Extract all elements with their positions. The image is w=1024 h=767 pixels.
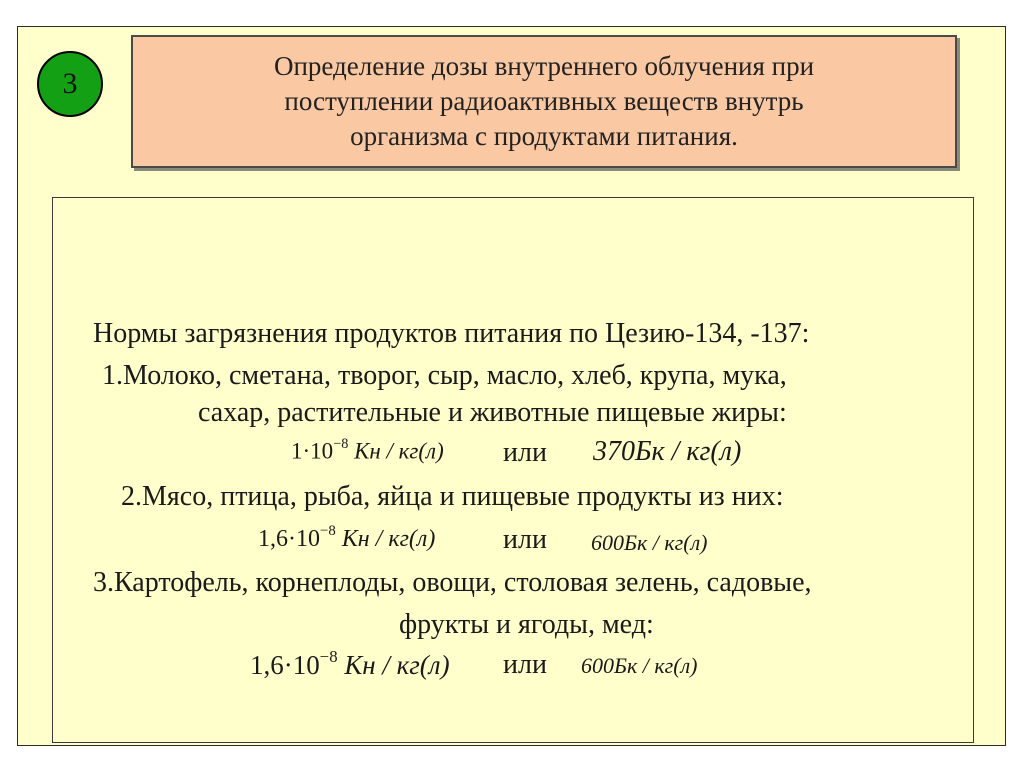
formula-2-coef: 1,6·10 bbox=[258, 526, 320, 552]
formula-3-ci bbox=[250, 646, 450, 681]
slide-number: 3 bbox=[62, 67, 78, 100]
title-line-1: Определение дозы внутреннего облучения при bbox=[273, 51, 815, 81]
item-3-line-2: фрукты и ягоды, мед: bbox=[399, 609, 654, 640]
formula-1-ci bbox=[291, 435, 444, 465]
formula-2-exp: −8 bbox=[320, 522, 336, 539]
formula-2-bq: 600Бк / кг(л) bbox=[591, 530, 708, 555]
formula-1-unit: Кн / кг(л) bbox=[354, 438, 444, 464]
slide-number-badge bbox=[37, 51, 103, 117]
title-line-3: организма с продуктами питания. bbox=[350, 121, 738, 151]
title-line-2: поступлении радиоактивных веществ внутрь bbox=[284, 86, 804, 116]
item-1-line-2: сахар, растительные и животные пищевые жиры: bbox=[198, 397, 787, 428]
formula-1-bq: 370Бк / кг(л) bbox=[593, 436, 742, 467]
formula-1-or: или bbox=[503, 437, 547, 468]
formula-2-unit: Кн / кг(л) bbox=[341, 526, 436, 552]
formula-1-coef: 1·10 bbox=[291, 438, 334, 464]
formula-2-ci bbox=[258, 522, 436, 553]
item-2: 2.Мясо, птица, рыба, яйца и пищевые продукты из них: bbox=[121, 481, 784, 512]
title-box bbox=[131, 35, 957, 168]
content-box bbox=[52, 197, 974, 743]
item-3-line-1: 3.Картофель, корнеплоды, овощи, столовая зелень, садовые, bbox=[93, 567, 812, 598]
formula-1-exp: −8 bbox=[333, 435, 349, 452]
content-heading: Нормы загрязнения продуктов питания по Цезию-134, -137: bbox=[93, 318, 810, 349]
slide-background bbox=[17, 26, 1006, 746]
item-1-line-1: 1.Молоко, сметана, творог, сыр, масло, хлеб, крупа, мука, bbox=[102, 360, 787, 391]
formula-3-unit: Кн / кг(л) bbox=[344, 650, 450, 680]
formula-3-or: или bbox=[503, 649, 547, 680]
formula-2-or: или bbox=[503, 524, 547, 555]
formula-3-bq: 600Бк / кг(л) bbox=[581, 653, 698, 678]
formula-3-coef: 1,6·10 bbox=[250, 650, 320, 680]
formula-3-exp: −8 bbox=[319, 646, 338, 666]
